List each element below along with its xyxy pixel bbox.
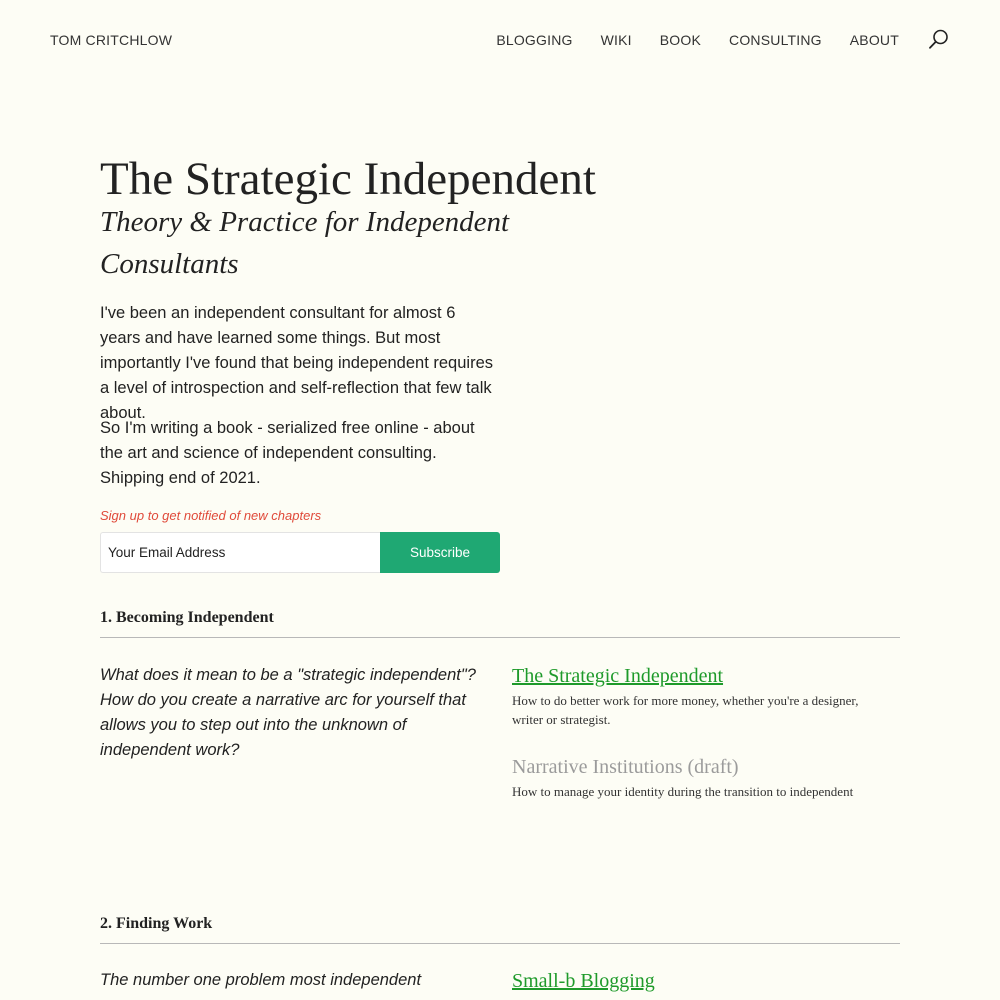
search-icon[interactable]	[928, 28, 950, 50]
section-intro: The number one problem most independent	[100, 971, 422, 989]
subscribe-button[interactable]: Subscribe	[380, 532, 500, 573]
signup-note: Sign up to get notified of new chapters	[100, 508, 322, 523]
chapter-item	[512, 755, 892, 801]
chapter-link[interactable]: Small-b Blogging	[512, 970, 655, 992]
intro-paragraph: I've been an independent consultant for almost 6 years and have learned some things. But most importantly I've found that being independent requires a level of introspection and self-reflection that few talk about.	[100, 304, 493, 422]
chapter-link[interactable]: The Strategic Independent	[512, 665, 724, 687]
section-intro: What does it mean to be a "strategic independent"? How do you create a narrative arc for yourself that allows you to step out into the unknown of independent work?	[100, 666, 476, 759]
chapter-description: How to do better work for more money, whether you're a designer, writer or strategist.	[512, 693, 859, 727]
main-nav	[496, 32, 899, 48]
nav-consulting[interactable]: CONSULTING	[729, 32, 822, 48]
nav-book[interactable]: BOOK	[659, 32, 702, 48]
nav-blogging[interactable]: BLOGGING	[496, 32, 573, 48]
nav-about[interactable]: ABOUT	[849, 32, 899, 48]
site-name-link[interactable]: TOM CRITCHLOW	[50, 32, 173, 48]
page-subtitle: Theory & Practice for Independent Consultants	[100, 206, 510, 280]
chapter-description: How to manage your identity during the transition to independent	[512, 784, 854, 799]
chapter-item	[512, 664, 892, 729]
page-title: The Strategic Independent	[100, 153, 596, 205]
site-header	[0, 0, 1000, 80]
chapter-item	[512, 969, 892, 993]
chapter-title-draft: Narrative Institutions (draft)	[512, 756, 739, 778]
nav-wiki[interactable]: WIKI	[600, 32, 632, 48]
section-heading: 1. Becoming Independent	[100, 609, 900, 638]
email-field[interactable]	[100, 532, 380, 573]
intro-paragraph: So I'm writing a book - serialized free online - about the art and science of independent consulting. Shipping end of 2021.	[100, 419, 475, 487]
section-heading: 2. Finding Work	[100, 915, 900, 944]
